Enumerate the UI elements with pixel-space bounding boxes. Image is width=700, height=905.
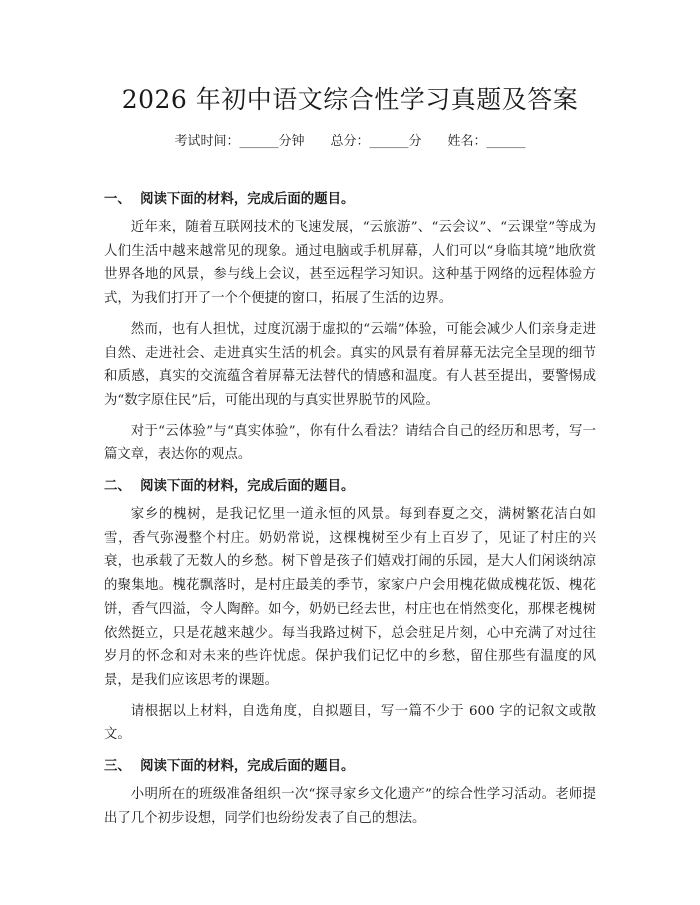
total-score-field: 总分：______分	[330, 134, 422, 149]
question-section-3	[104, 755, 596, 830]
exam-meta-line	[0, 133, 700, 151]
exam-time-field: 考试时间：______分钟	[174, 134, 305, 149]
paragraph: 小明所在的班级准备组织一次“探寻家乡文化遗产”的综合性学习活动。老师提出了几个初步设想，同学们也纷纷发表了自己的想法。	[104, 787, 596, 826]
section-heading: 三、 阅读下面的材料，完成后面的题目。	[104, 758, 355, 775]
paragraph: 请根据以上材料，自选角度，自拟题目，写一篇不少于 600 字的记叙文或散文。	[104, 703, 596, 743]
section-heading: 一、 阅读下面的材料，完成后面的题目。	[104, 191, 355, 207]
section-heading: 二、 阅读下面的材料，完成后面的题目。	[104, 478, 355, 495]
exam-body	[104, 188, 596, 830]
paragraph: 近年来，随着互联网技术的飞速发展，“云旅游”、“云会议”、“云课堂”等成为人们生活中越来越常见的现象。通过电脑或手机屏幕，人们可以“身临其境”地欣赏世界各地的风景，参与线上会议，甚至远程学习知识。这种基于网络的远程体验方式，为我们打开了一个个便捷的窗口，拓展了生活的边界。	[104, 220, 596, 307]
page-title: 2026 年初中语文综合性学习真题及答案	[121, 85, 579, 114]
student-name-field: 姓名：______	[447, 134, 526, 149]
question-section-2	[104, 475, 596, 747]
question-section-1	[104, 188, 596, 467]
paragraph: 家乡的槐树，是我记忆里一道永恒的风景。每到春夏之交，满树繁花洁白如雪，香气弥漫整个村庄。奶奶常说，这棵槐树至少有上百岁了，见证了村庄的兴衰，也承载了无数人的乡愁。树下曾是孩子们嬉戏打闹的乐园，是大人们闲谈纳凉的聚集地。槐花飘落时，是村庄最美的季节，家家户户会用槐花做成槐花饭、槐花饼，香气四溢，令人陶醉。如今，奶奶已经去世，村庄也在悄然变化，那棵老槐树依然挺立，只是花越来越少。每当我路过树下，总会驻足片刻，心中充满了对过往岁月的怀念和对未来的些许忧虑。保护我们记忆中的乡愁，留住那些有温度的风景，是我们应该思考的课题。	[104, 507, 596, 688]
paragraph: 对于“云体验”与“真实体验”，你有什么看法？请结合自己的经历和思考，写一篇文章，表达你的观点。	[104, 423, 596, 463]
paragraph: 然而，也有人担忧，过度沉溺于虚拟的“云端”体验，可能会减少人们亲身走进自然、走进社会、走进真实生活的机会。真实的风景有着屏幕无法完全呈现的细节和质感，真实的交流蕴含着屏幕无法替代的情感和温度。有人甚至提出，要警惕成为“数字原住民”后，可能出现的与真实世界脱节的风险。	[104, 321, 596, 408]
